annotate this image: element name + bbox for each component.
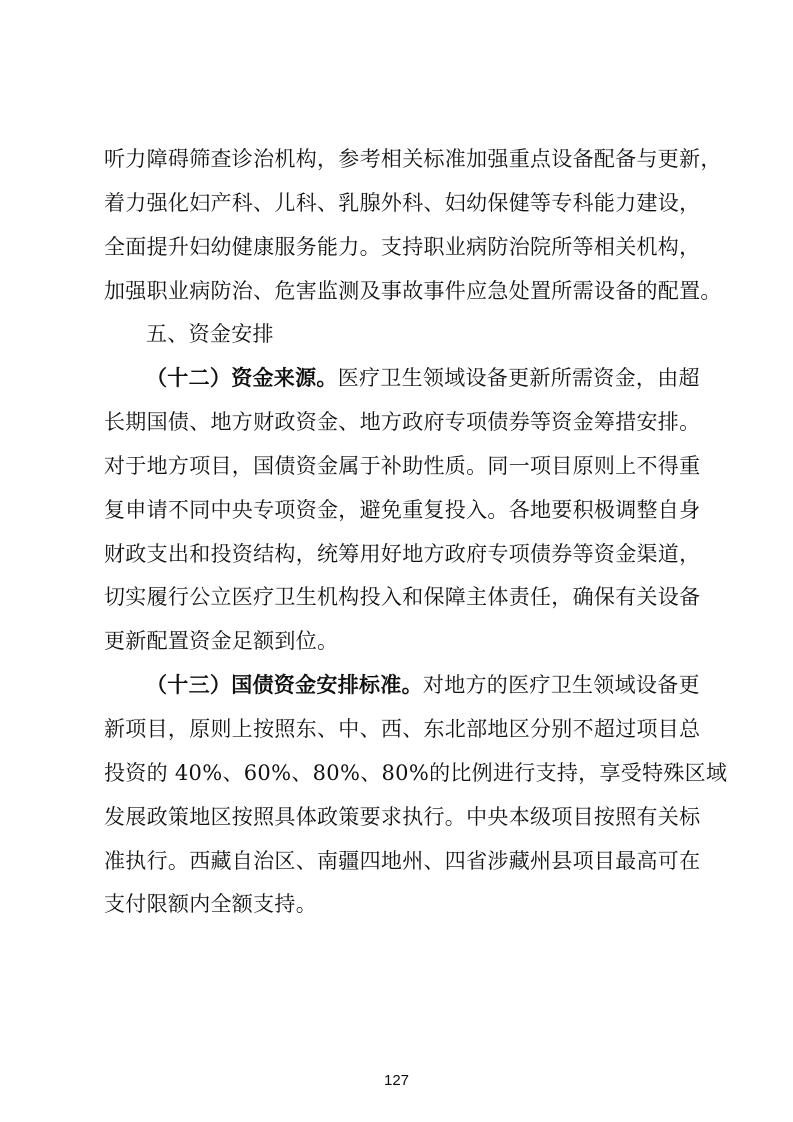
- paragraph-first-line: [146, 672, 700, 698]
- text-line: 财政支出和投资结构，统筹用好地方政府专项债券等资金渠道，: [104, 542, 701, 566]
- paragraph-text: 对地方的医疗卫生领域设备更: [422, 673, 700, 697]
- text-line: 复申请不同中央专项资金，避免重复投入。各地要积极调整自身: [104, 498, 701, 522]
- text-line: 准执行。西藏自治区、南疆四地州、四省涉藏州县项目最高可在: [104, 849, 701, 873]
- text-line: 支付限额内全额支持。: [104, 892, 317, 916]
- text-line: 对于地方项目，国债资金属于补助性质。同一项目原则上不得重: [104, 454, 701, 478]
- text-line: 听力障碍筛查诊治机构，参考相关标准加强重点设备配备与更新，: [104, 147, 722, 171]
- text-line: 发展政策地区按照具体政策要求执行。中央本级项目按照有关标: [104, 805, 701, 829]
- text-line: 更新配置资金足额到位。: [104, 629, 339, 653]
- text-line: 全面提升妇幼健康服务能力。支持职业病防治院所等相关机构，: [104, 235, 701, 259]
- text-line: 切实履行公立医疗卫生机构投入和保障主体责任，确保有关设备: [104, 585, 701, 609]
- text-line: 加强职业病防治、危害监测及事故事件应急处置所需设备的配置。: [104, 279, 722, 303]
- text-line: 着力强化妇产科、儿科、乳腺外科、妇幼保健等专科能力建设，: [104, 191, 701, 215]
- section-heading: 五、资金安排: [146, 322, 274, 346]
- paragraph-title: （十二）资金来源。: [146, 365, 338, 390]
- paragraph-text: 医疗卫生领域设备更新所需资金，由超: [337, 366, 700, 390]
- paragraph-first-line: [146, 365, 700, 391]
- paragraph-title: （十三）国债资金安排标准。: [146, 672, 423, 697]
- page-number: 127: [383, 1072, 410, 1089]
- text-line: 投资的 40%、60%、80%、80%的比例进行支持，享受特殊区域: [104, 761, 728, 785]
- text-line: 长期国债、地方财政资金、地方政府专项债券等资金筹措安排。: [104, 410, 701, 434]
- text-line: 新项目，原则上按照东、中、西、东北部地区分别不超过项目总: [104, 717, 701, 741]
